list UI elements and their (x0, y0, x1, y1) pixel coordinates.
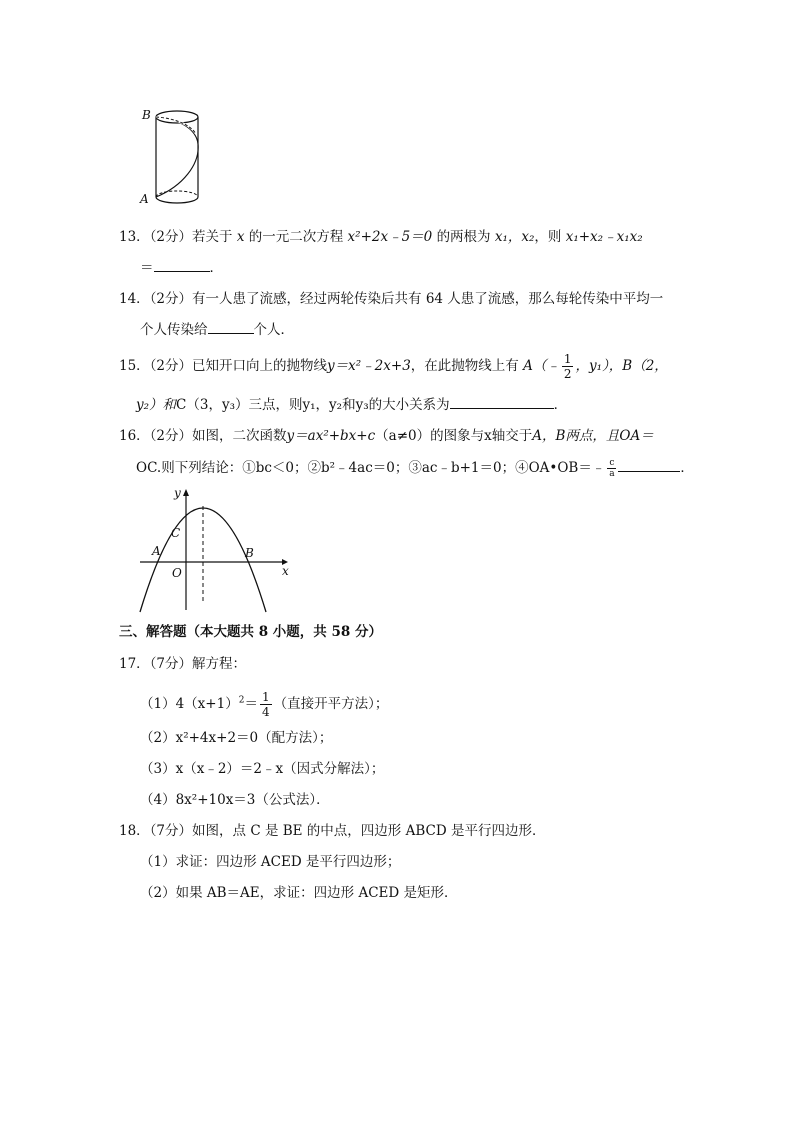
q17-fraction (260, 690, 272, 719)
question-13-line2 (140, 259, 223, 277)
q13-equation: x²+2x﹣5＝0 (347, 229, 433, 245)
cylinder-figure (138, 104, 208, 214)
q18-text: 如图，点 C 是 BE 的中点，四边形 ABCD 是平行四边形． (192, 823, 546, 839)
q17-text: 解方程： (192, 656, 247, 672)
q18-number: 18． (119, 823, 150, 839)
origin-label: O (172, 566, 182, 580)
y-axis-label: y (174, 486, 181, 500)
q16-score: （2分） (149, 428, 193, 444)
q15-frac-denominator: 2 (563, 367, 572, 381)
question-15 (119, 352, 668, 381)
q17-frac-numerator: 1 (261, 690, 270, 704)
q14-score: （2分） (149, 291, 193, 307)
q17-part-3: （3）x（x﹣2）＝2﹣x（因式分解法）； (140, 761, 385, 777)
point-a-label: A (140, 192, 149, 206)
parabola-figure (134, 486, 294, 616)
q13-var: x (236, 229, 245, 245)
q16-text-b: （a≠0）的图象与x轴交于 (375, 428, 533, 444)
q16-end: ． (680, 460, 694, 476)
q15-parabola: y＝x²﹣2x+3 (327, 358, 411, 374)
q15-text-a: 已知开口向上的抛物线 (192, 358, 328, 374)
question-15-line2 (136, 396, 567, 414)
q16-answer-blank[interactable] (618, 459, 680, 472)
q17-score: （7分） (149, 656, 193, 672)
q15-text-b: ，在此抛物线上有 (410, 358, 519, 374)
q14-line2-b: 个人． (253, 322, 294, 338)
q15-answer-blank[interactable] (450, 396, 554, 409)
point-b-label: B (245, 546, 254, 560)
question-14-line2 (140, 321, 294, 339)
x-axis-label: x (282, 564, 289, 578)
question-17 (119, 655, 246, 673)
q15-fraction (562, 352, 574, 381)
q17-p1-b: ＝ (244, 696, 258, 712)
q17-part-4: （4）8x²+10x＝3（公式法）． (140, 792, 330, 808)
q17-p1-sup: 2 (238, 695, 245, 706)
q18-part-2: （2）如果 AB＝AE，求证：四边形 ACED 是矩形． (140, 885, 458, 901)
q15-line2-c: y₁，y₂和y₃的大小关系为 (302, 397, 450, 413)
question-14 (119, 290, 663, 308)
q13-text-d: ，则 (534, 229, 562, 245)
q13-score: （2分） (149, 229, 193, 245)
question-18 (119, 822, 545, 840)
q16-function: y＝ax²+bx+c (286, 428, 376, 444)
q13-roots: x₁，x₂ (494, 229, 535, 245)
q15-line2-b: C（3，y₃）三点，则 (176, 397, 303, 413)
q15-point-a-pre: A（﹣ (523, 358, 560, 374)
q13-end: ． (209, 260, 223, 276)
q13-text-c: 的两根为 (436, 229, 491, 245)
q13-text-b: 的一元二次方程 (248, 229, 344, 245)
q18-score: （7分） (149, 823, 193, 839)
q17-part-1 (140, 690, 388, 719)
q17-part-2: （2）x²+4x+2＝0（配方法）； (140, 730, 333, 746)
q15-frac-numerator: 1 (563, 352, 572, 366)
q16-number: 16． (119, 428, 150, 444)
q13-equals: ＝ (140, 260, 154, 276)
q13-number: 13． (119, 229, 150, 245)
q17-p1-a: （1）4（x+1） (140, 696, 239, 712)
q17-frac-denominator: 4 (261, 705, 270, 719)
q17-p1-c: （直接开平方法）； (273, 696, 389, 712)
q13-answer-blank[interactable] (154, 259, 210, 272)
section-3-heading: 三、解答题（本大题共 8 小题，共 58 分） (119, 624, 382, 640)
q17-number: 17． (119, 656, 150, 672)
q13-expression: x₁+x₂﹣x₁x₂ (565, 229, 643, 245)
q16-text-c: A，B两点，且 (532, 428, 620, 444)
q15-end: ． (553, 397, 568, 413)
q15-point-a-post: ，y₁），B（2， (575, 358, 668, 374)
q16-frac-numerator: c (609, 458, 615, 468)
q14-line1: 有一人患了流感，经过两轮传染后共有 64 人患了流感，那么每轮传染中平均一 (192, 291, 664, 307)
point-b-label: B (142, 108, 151, 122)
q18-part-1: （1）求证：四边形 ACED 是平行四边形； (140, 854, 401, 870)
q14-answer-blank[interactable] (208, 321, 254, 334)
question-16 (119, 427, 654, 445)
q16-line2: OC.则下列结论：①bc＜0；②b²﹣4ac＝0；③ac﹣b+1＝0；④OA•OB＝﹣ (136, 460, 606, 476)
point-c-label: C (171, 526, 181, 540)
q14-number: 14． (119, 291, 150, 307)
question-13 (119, 228, 643, 246)
q16-fraction (607, 458, 616, 479)
q15-line2-a: y₂）和 (136, 397, 177, 413)
q16-text-a: 如图，二次函数 (192, 428, 287, 444)
q14-line2-a: 个人传染给 (140, 322, 208, 338)
question-16-line2 (136, 458, 694, 479)
q16-frac-denominator: a (609, 469, 615, 479)
q16-text-d: OA＝ (619, 428, 654, 444)
q15-score: （2分） (149, 358, 193, 374)
q13-text-a: 若关于 (192, 229, 233, 245)
q15-number: 15． (119, 358, 150, 374)
point-a-label: A (152, 544, 161, 558)
